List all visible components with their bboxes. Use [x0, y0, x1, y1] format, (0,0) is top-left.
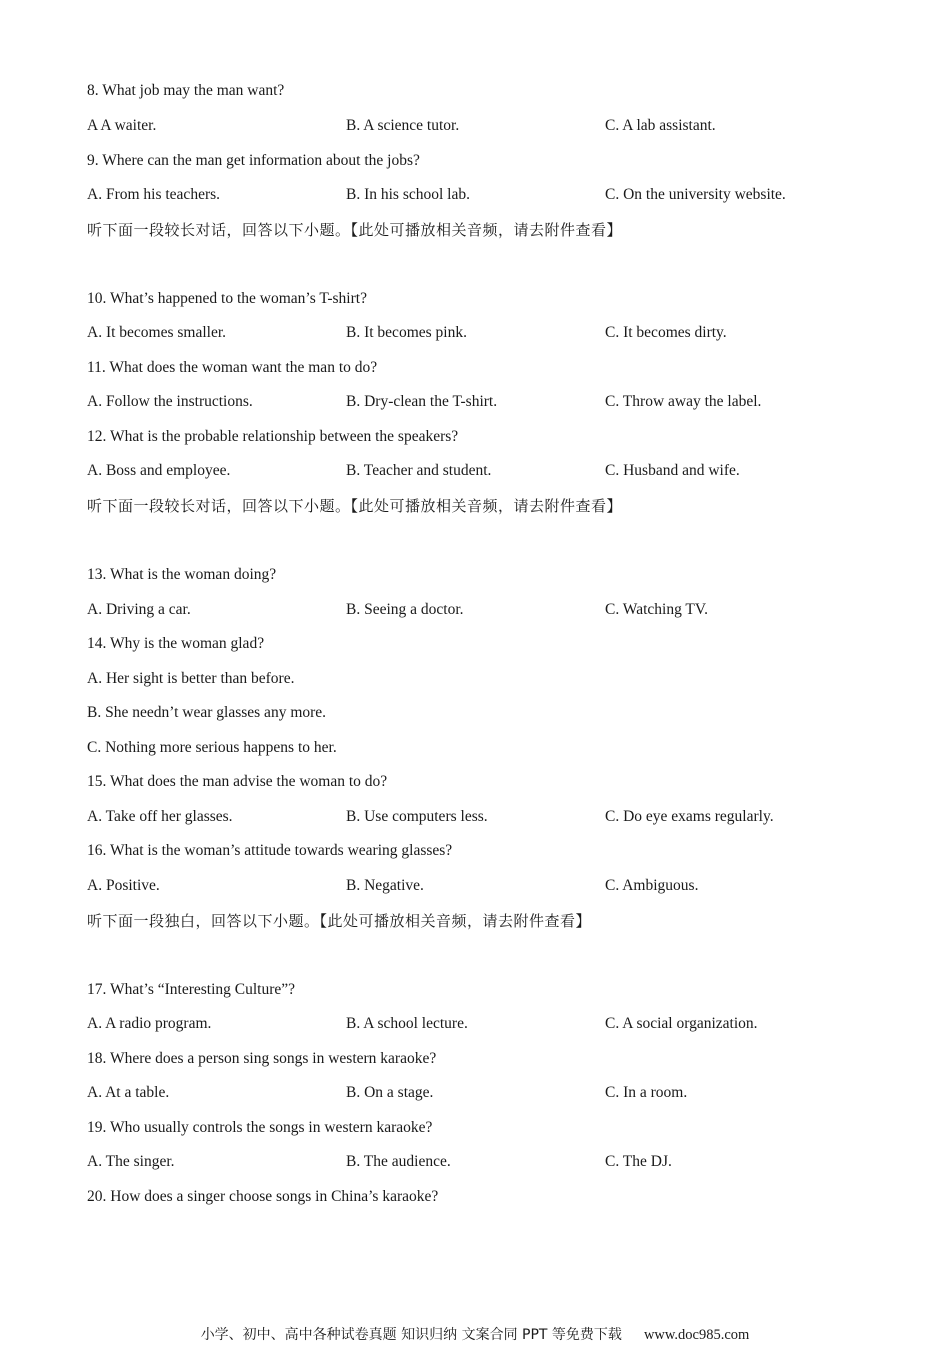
question-8: 8. What job may the man want? — [87, 82, 285, 99]
q14-option-a: A. Her sight is better than before. — [87, 670, 295, 687]
q18-option-c: C. In a room. — [605, 1084, 688, 1101]
footer-url-link[interactable]: www.doc985.com — [643, 1327, 750, 1343]
q8-option-b: B. A science tutor. — [346, 117, 460, 134]
q16-option-b: B. Negative. — [346, 877, 424, 894]
q17-option-b: B. A school lecture. — [346, 1015, 468, 1032]
instruction-1: 听下面一段较长对话，回答以下小题。【此处可播放相关音频，请去附件查看】 — [87, 221, 623, 239]
question-16: 16. What is the woman’s attitude towards wearing glasses? — [87, 842, 453, 859]
q16-option-c: C. Ambiguous. — [605, 877, 699, 894]
question-20: 20. How does a singer choose songs in China’s karaoke? — [87, 1188, 439, 1205]
footer-text: 小学、初中、高中各种试卷真题 知识归纳 文案合同 PPT 等免费下载 — [200, 1327, 622, 1343]
q17-option-c: C. A social organization. — [605, 1015, 758, 1032]
q11-option-a: A. Follow the instructions. — [87, 393, 253, 410]
q15-option-a: A. Take off her glasses. — [87, 808, 233, 825]
q19-option-b: B. The audience. — [346, 1153, 451, 1170]
q10-option-a: A. It becomes smaller. — [87, 324, 227, 341]
q14-option-c: C. Nothing more serious happens to her. — [87, 739, 337, 756]
q14-option-b: B. She needn’t wear glasses any more. — [87, 704, 327, 721]
q15-option-b: B. Use computers less. — [346, 808, 488, 825]
q19-option-c: C. The DJ. — [605, 1153, 672, 1170]
q15-option-c: C. Do eye exams regularly. — [605, 808, 774, 825]
q19-option-a: A. The singer. — [87, 1153, 175, 1170]
question-18: 18. Where does a person sing songs in western karaoke? — [87, 1050, 437, 1067]
instruction-2: 听下面一段较长对话，回答以下小题。【此处可播放相关音频，请去附件查看】 — [87, 497, 623, 515]
q13-option-c: C. Watching TV. — [605, 601, 708, 618]
instruction-3: 听下面一段独白，回答以下小题。【此处可播放相关音频，请去附件查看】 — [87, 912, 592, 930]
q9-option-a: A. From his teachers. — [87, 186, 221, 203]
q10-option-b: B. It becomes pink. — [346, 324, 467, 341]
question-15: 15. What does the man advise the woman to do? — [87, 773, 388, 790]
q9-option-c: C. On the university website. — [605, 186, 786, 203]
q11-option-c: C. Throw away the label. — [605, 393, 762, 410]
q16-option-a: A. Positive. — [87, 877, 160, 894]
question-12: 12. What is the probable relationship between the speakers? — [87, 428, 459, 445]
q9-option-b: B. In his school lab. — [346, 186, 470, 203]
question-10: 10. What’s happened to the woman’s T-shirt? — [87, 290, 367, 307]
q10-option-c: C. It becomes dirty. — [605, 324, 727, 341]
q13-option-b: B. Seeing a doctor. — [346, 601, 464, 618]
q12-option-a: A. Boss and employee. — [87, 462, 231, 479]
question-14: 14. Why is the woman glad? — [87, 635, 265, 652]
q17-option-a: A. A radio program. — [87, 1015, 212, 1032]
q12-option-b: B. Teacher and student. — [346, 462, 492, 479]
question-9: 9. Where can the man get information about the jobs? — [87, 152, 420, 169]
q18-option-b: B. On a stage. — [346, 1084, 434, 1101]
question-13: 13. What is the woman doing? — [87, 566, 277, 583]
q18-option-a: A. At a table. — [87, 1084, 170, 1101]
question-11: 11. What does the woman want the man to do? — [87, 359, 378, 376]
question-19: 19. Who usually controls the songs in western karaoke? — [87, 1119, 433, 1136]
q12-option-c: C. Husband and wife. — [605, 462, 740, 479]
q11-option-b: B. Dry-clean the T-shirt. — [346, 393, 498, 410]
q8-option-c: C. A lab assistant. — [605, 117, 716, 134]
question-17: 17. What’s “Interesting Culture”? — [87, 981, 296, 998]
page-footer — [0, 1325, 950, 1345]
q8-option-a: A A waiter. — [87, 117, 157, 134]
q13-option-a: A. Driving a car. — [87, 601, 191, 618]
